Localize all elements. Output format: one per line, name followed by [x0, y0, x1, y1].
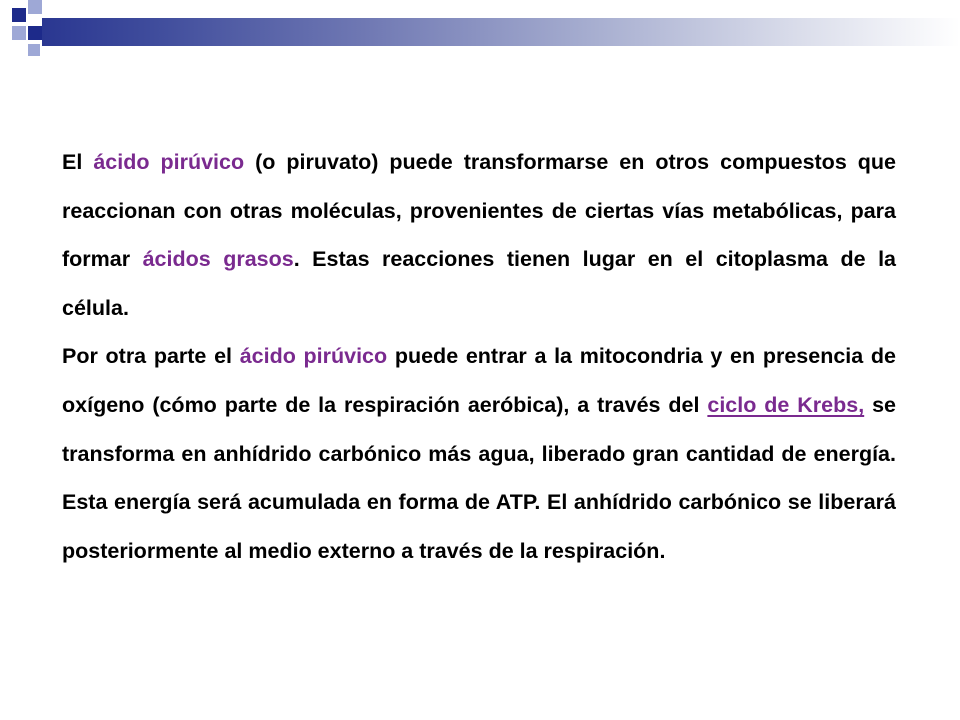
- link-ciclo-de-krebs[interactable]: ciclo de Krebs,: [707, 392, 865, 417]
- text-segment: . Estas reacciones tienen lugar en el citoplasma de la célula.: [62, 247, 896, 320]
- header-gradient-bar: [42, 18, 960, 46]
- header-square-light-1: [28, 0, 42, 14]
- header-square-light-3: [28, 44, 40, 56]
- highlight-term-acido-piruvico: ácido pirúvico: [93, 150, 245, 174]
- highlight-term-acidos-grasos: ácidos grasos: [142, 247, 294, 272]
- text-segment: (o piruvato) puede transformarse en otros compuestos que reaccionan con otras moléculas, provenientes de ciertas vías metabólicas, para formar: [62, 150, 896, 272]
- paragraph-2: [62, 332, 896, 575]
- header-decoration: [0, 0, 960, 62]
- paragraph-1: [62, 138, 896, 332]
- header-square-dark-2: [28, 26, 42, 40]
- text-segment: puede entrar a la mitocondria y en presencia de oxígeno (cómo parte de la respiración aeróbica), a través del: [62, 344, 896, 417]
- slide-body: [62, 138, 896, 575]
- text-segment: El: [62, 150, 94, 174]
- highlight-term-acido-piruvico: ácido pirúvico: [239, 344, 388, 369]
- text-segment: se transforma en anhídrido carbónico más agua, liberado gran cantidad de energía. Esta energía será acumulada en forma de ATP. El anhídrido carbónico se liberará posteriormente al medio externo a través de la respiración.: [62, 392, 897, 563]
- text-segment: Por otra parte el: [62, 344, 240, 369]
- header-square-dark-1: [12, 8, 26, 22]
- header-square-light-2: [12, 26, 26, 40]
